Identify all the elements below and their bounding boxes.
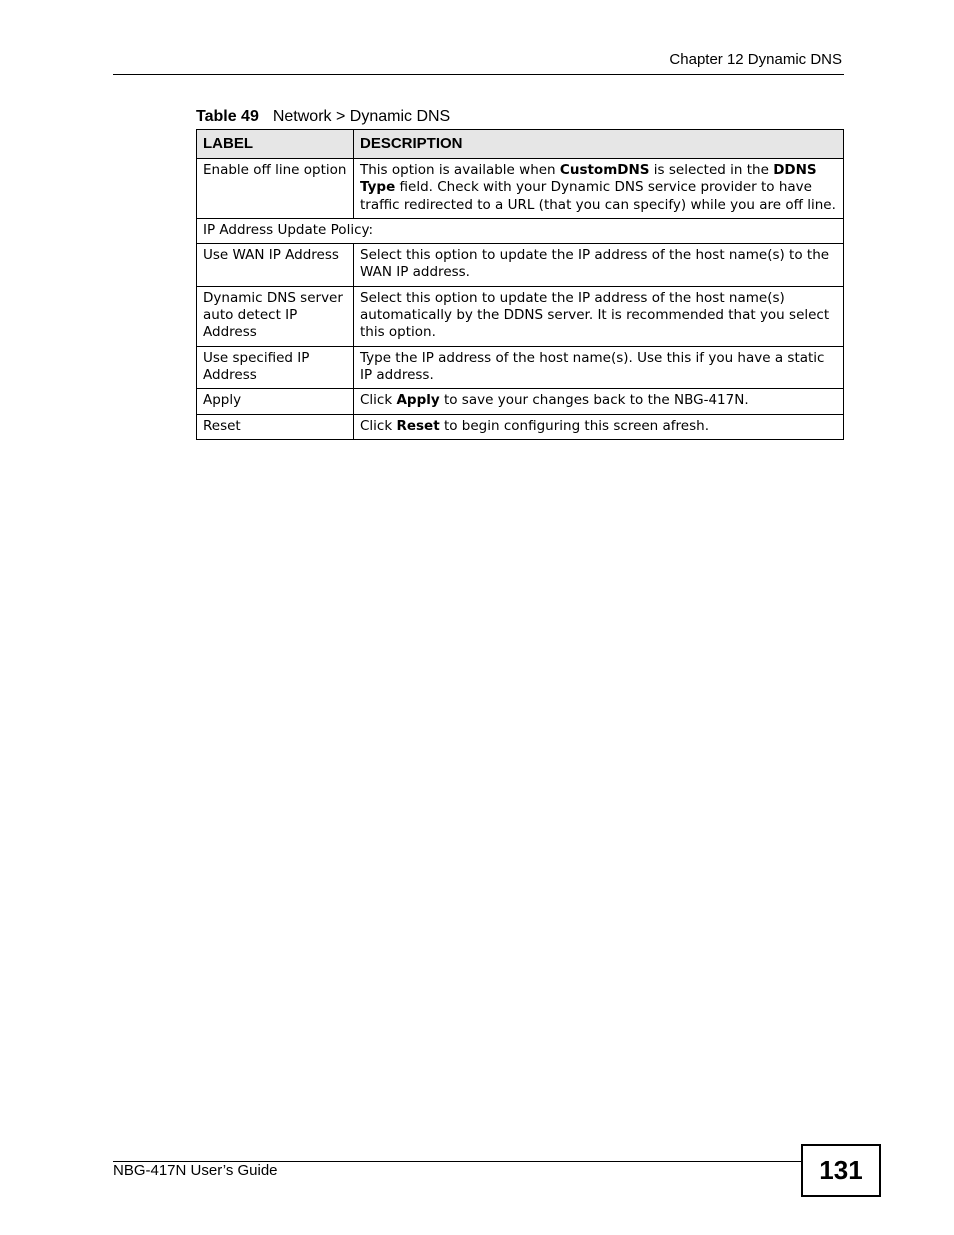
row-label: Use WAN IP Address: [197, 244, 354, 287]
desc-text: to save your changes back to the NBG-417N.: [439, 392, 749, 409]
desc-bold: CustomDNS: [559, 162, 650, 178]
table-number: Table 49: [196, 108, 259, 125]
row-description: Select this option to update the IP address of the host name(s) automatically by the DDNS server. It is recommended that you select this option.: [354, 286, 844, 346]
row-label: Reset: [197, 414, 354, 439]
table-row: [197, 159, 844, 219]
desc-text: field. Check with your Dynamic DNS service provider to have traffic redirected to a URL (that you can specify) while you are off line.: [360, 179, 836, 213]
desc-bold: DDNS Type: [360, 162, 817, 196]
desc-bold: Reset: [396, 417, 440, 434]
desc-text: is selected in the: [649, 162, 774, 178]
page-number: 131: [801, 1144, 881, 1197]
table-section-row: [197, 218, 844, 243]
desc-text: Click: [360, 392, 397, 409]
table-row: [197, 244, 844, 287]
table-title: Network > Dynamic DNS: [272, 108, 451, 125]
row-description: [354, 389, 844, 414]
row-label: Use specified IP Address: [197, 346, 354, 389]
row-label: Enable off line option: [197, 159, 354, 219]
column-header-description: DESCRIPTION: [354, 130, 844, 159]
desc-text: to begin configuring this screen afresh.: [439, 417, 709, 434]
row-label: Apply: [197, 389, 354, 414]
header-rule: [113, 74, 844, 75]
guide-title: NBG-417N User’s Guide: [113, 1162, 278, 1179]
column-header-label: LABEL: [197, 130, 354, 159]
row-description: Type the IP address of the host name(s). Use this if you have a static IP address.: [354, 346, 844, 389]
table-row: [197, 414, 844, 439]
table-caption: [196, 108, 450, 126]
section-label: IP Address Update Policy:: [197, 218, 844, 243]
row-description: [354, 414, 844, 439]
table-row: [197, 346, 844, 389]
table-header-row: [197, 130, 844, 159]
desc-text: Click: [360, 417, 397, 434]
table-row: [197, 286, 844, 346]
row-label: Dynamic DNS server auto detect IP Address: [197, 286, 354, 346]
chapter-header: Chapter 12 Dynamic DNS: [669, 51, 842, 68]
dynamic-dns-table: [196, 129, 844, 440]
row-description: Select this option to update the IP address of the host name(s) to the WAN IP address.: [354, 244, 844, 287]
desc-bold: Apply: [396, 392, 440, 409]
desc-text: This option is available when: [360, 162, 560, 178]
table-row: [197, 389, 844, 414]
row-description: [354, 159, 844, 219]
